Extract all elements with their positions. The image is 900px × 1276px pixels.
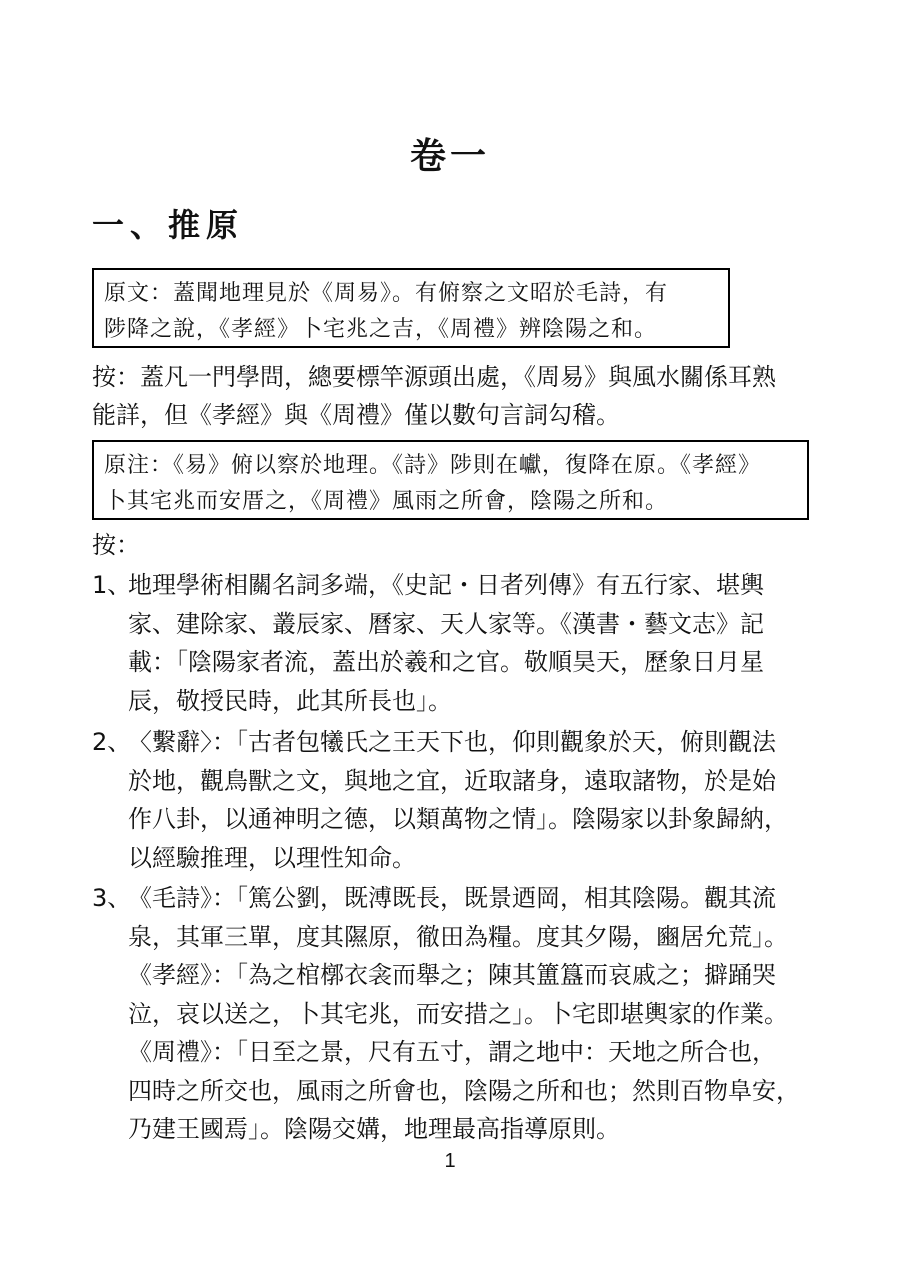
original-note-line-1: 原注：《易》俯以察於地理。《詩》陟則在巘，復降在原。《孝經》: [104, 453, 762, 478]
commentary-paragraph-1: [92, 358, 810, 434]
section-title: 一、推原: [92, 206, 245, 244]
list-item-line: 於地，觀鳥獸之文，與地之宜，近取諸身，遠取諸物，於是始: [128, 766, 776, 795]
list-item-line: 乃建王國焉」。陰陽交媾，地理最高指導原則。: [128, 1115, 620, 1143]
list-item-number: 2、: [92, 728, 132, 756]
page-number: 1: [444, 1150, 456, 1172]
list-item-line: 家、建除家、叢辰家、曆家、天人家等。《漢書・藝文志》記: [128, 609, 764, 638]
commentary-paragraph-2: 按：: [92, 531, 140, 559]
list-item-number: 1、: [92, 571, 132, 599]
list-item: [92, 566, 812, 720]
list-item-line: 〈繫辭〉：「古者包犧氏之王天下也，仰則觀象於天，俯則觀法: [128, 728, 776, 756]
original-text-line-2: 陟降之說，《孝經》卜宅兆之吉，《周禮》辨陰陽之和。: [104, 317, 658, 342]
list-item-number: 3、: [92, 884, 132, 912]
list-item-line: 泉，其軍三單，度其隰原，徹田為糧。度其夕陽，豳居允荒」。: [128, 922, 788, 951]
volume-title: 卷一: [409, 135, 490, 177]
list-item-line: 《毛詩》：「篤公劉，既溥既長，既景迺岡，相其陰陽。觀其流: [128, 884, 776, 912]
commentary-line-1: 按：蓋凡一門學問，總要標竿源頭出處，《周易》與風水關係耳熟: [92, 363, 776, 391]
list-item: [92, 723, 812, 877]
original-text-box: [92, 268, 730, 348]
list-item-line: 《周禮》：「日至之景，尺有五寸，謂之地中：天地之所合也，: [128, 1038, 776, 1066]
original-note-box: [92, 440, 809, 520]
list-item-line: 地理學術相關名詞多端，《史記・日者列傳》有五行家、堪輿: [128, 571, 764, 599]
list-item-line: 四時之所交也，風雨之所會也，陰陽之所和也；然則百物阜安，: [128, 1076, 800, 1105]
list-item: [92, 879, 812, 1149]
list-item-line: 以經驗推理，以理性知命。: [128, 843, 416, 872]
list-item-line: 載：「陰陽家者流，蓋出於羲和之官。敬順昊天，歷象日月星: [128, 648, 764, 676]
list-item-line: 《孝經》：「為之棺槨衣衾而舉之；陳其簠簋而哀戚之；擗踊哭: [128, 961, 776, 989]
original-text-line-1: 原文：蓋聞地理見於《周易》。有俯察之文昭於毛詩，有: [104, 281, 669, 306]
original-note-line-2: 卜其宅兆而安厝之，《周禮》風雨之所會，陰陽之所和。: [104, 489, 669, 514]
list-item-line: 作八卦，以通神明之德，以類萬物之情」。陰陽家以卦象歸納，: [128, 805, 788, 833]
list-item-line: 辰，敬授民時，此其所長也」。: [128, 686, 452, 715]
list-item-line: 泣，哀以送之，卜其宅兆，而安措之」。卜宅即堪輿家的作業。: [128, 999, 788, 1028]
commentary-line-2: 能詳，但《孝經》與《周禮》僅以數句言詞勾稽。: [92, 401, 620, 429]
